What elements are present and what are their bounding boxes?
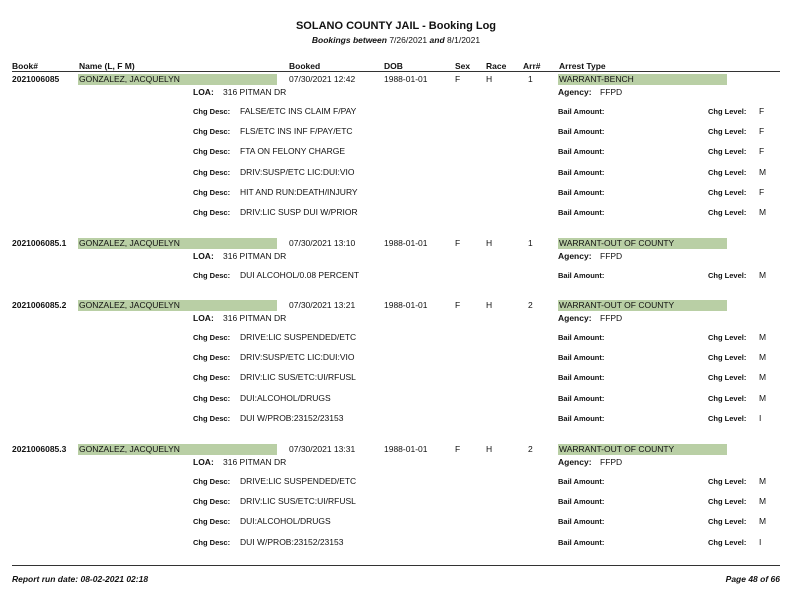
chg-desc-label: Chg Desc: [193,271,231,280]
chg-desc-label: Chg Desc: [193,538,231,547]
footer-rule [12,565,780,566]
chg-level-label: Chg Level: [708,271,747,280]
sex-value: F [455,444,461,454]
inmate-name: GONZALEZ, JACQUELYN [78,238,277,249]
charge-description: FLS/ETC INS INF F/PAY/ETC [240,126,353,136]
agency-label: Agency: [558,87,592,97]
agency-value: FFPD [600,313,623,323]
header-rule [12,71,780,72]
chg-desc-label: Chg Desc: [193,353,231,362]
charge-description: DUI W/PROB:23152/23153 [240,413,344,423]
bail-amount-label: Bail Amount: [558,107,605,116]
chg-desc-label: Chg Desc: [193,497,231,506]
inmate-name: GONZALEZ, JACQUELYN [78,74,277,85]
charge-description: DRIV:SUSP/ETC LIC:DUI:VIO [240,167,355,177]
chg-level-label: Chg Level: [708,333,747,342]
agency-value: FFPD [600,457,623,467]
charge-description: DUI W/PROB:23152/23153 [240,537,344,547]
charge-level: M [759,207,767,217]
book-number: 2021006085 [12,74,60,84]
chg-desc-label: Chg Desc: [193,147,231,156]
loa-address: 316 PITMAN DR [223,251,287,261]
charge-level: I [759,413,762,423]
date-of-birth: 1988-01-01 [384,238,428,248]
charge-level: M [759,167,767,177]
arrest-type: WARRANT-OUT OF COUNTY [558,300,727,311]
charge-level: M [759,332,767,342]
charge-level: M [759,372,767,382]
race-value: H [486,444,493,454]
charge-level: M [759,352,767,362]
arrest-number: 2 [528,444,533,454]
charge-level: M [759,393,767,403]
date-of-birth: 1988-01-01 [384,300,428,310]
arrest-number: 2 [528,300,533,310]
column-header-dob: DOB [384,61,403,71]
loa-address: 316 PITMAN DR [223,457,287,467]
date-of-birth: 1988-01-01 [384,444,428,454]
arrest-type: WARRANT-OUT OF COUNTY [558,238,727,249]
book-number: 2021006085.3 [12,444,67,454]
agency-label: Agency: [558,313,592,323]
column-header-arrest-type: Arrest Type [559,61,606,71]
bail-amount-label: Bail Amount: [558,188,605,197]
chg-level-label: Chg Level: [708,414,747,423]
arrest-type: WARRANT-OUT OF COUNTY [558,444,727,455]
inmate-name: GONZALEZ, JACQUELYN [78,444,277,455]
charge-description: DRIV:SUSP/ETC LIC:DUI:VIO [240,352,355,362]
loa-address: 316 PITMAN DR [223,313,287,323]
arrest-type: WARRANT-BENCH [558,74,727,85]
chg-level-label: Chg Level: [708,538,747,547]
start-date: 7/26/2021 [389,35,428,45]
chg-level-label: Chg Level: [708,353,747,362]
chg-desc-label: Chg Desc: [193,208,231,217]
race-value: H [486,74,493,84]
bail-amount-label: Bail Amount: [558,414,605,423]
sex-value: F [455,74,461,84]
charge-level: M [759,496,767,506]
bail-amount-label: Bail Amount: [558,208,605,217]
report-subtitle [0,35,792,45]
loa-label: LOA: [193,251,214,261]
charge-level: I [759,537,762,547]
arrest-number: 1 [528,74,533,84]
chg-level-label: Chg Level: [708,477,747,486]
chg-desc-label: Chg Desc: [193,477,231,486]
charge-level: M [759,476,767,486]
sex-value: F [455,300,461,310]
and-word: and [429,35,445,45]
agency-label: Agency: [558,251,592,261]
bail-amount-label: Bail Amount: [558,477,605,486]
chg-level-label: Chg Level: [708,168,747,177]
inmate-name: GONZALEZ, JACQUELYN [78,300,277,311]
column-header-arr: Arr# [523,61,541,71]
charge-level: M [759,270,767,280]
chg-level-label: Chg Level: [708,188,747,197]
sex-value: F [455,238,461,248]
booked-datetime: 07/30/2021 13:21 [289,300,356,310]
bail-amount-label: Bail Amount: [558,373,605,382]
chg-desc-label: Chg Desc: [193,517,231,526]
chg-desc-label: Chg Desc: [193,188,231,197]
book-number: 2021006085.2 [12,300,67,310]
charge-description: DUI ALCOHOL/0.08 PERCENT [240,270,360,280]
loa-label: LOA: [193,313,214,323]
charge-description: FALSE/ETC INS CLAIM F/PAY [240,106,357,116]
charge-level: F [759,187,765,197]
chg-level-label: Chg Level: [708,497,747,506]
column-header-race: Race [486,61,507,71]
charge-level: F [759,106,765,116]
charge-description: DRIV:LIC SUS/ETC:UI/RFUSL [240,496,356,506]
chg-desc-label: Chg Desc: [193,414,231,423]
date-of-birth: 1988-01-01 [384,74,428,84]
chg-desc-label: Chg Desc: [193,168,231,177]
chg-level-label: Chg Level: [708,373,747,382]
arrest-number: 1 [528,238,533,248]
chg-desc-label: Chg Desc: [193,333,231,342]
charge-description: DUI:ALCOHOL/DRUGS [240,516,331,526]
bail-amount-label: Bail Amount: [558,271,605,280]
agency-value: FFPD [600,87,623,97]
chg-desc-label: Chg Desc: [193,127,231,136]
column-header-booked: Booked [289,61,321,71]
report-run-date: Report run date: 08-02-2021 02:18 [12,574,149,584]
chg-level-label: Chg Level: [708,208,747,217]
bail-amount-label: Bail Amount: [558,168,605,177]
agency-value: FFPD [600,251,623,261]
column-header-name: Name (L, F M) [79,61,135,71]
bail-amount-label: Bail Amount: [558,538,605,547]
charge-description: DRIVE:LIC SUSPENDED/ETC [240,332,357,342]
loa-label: LOA: [193,457,214,467]
charge-description: FTA ON FELONY CHARGE [240,146,346,156]
column-header-book: Book# [12,61,38,71]
booked-datetime: 07/30/2021 13:31 [289,444,356,454]
charge-level: M [759,516,767,526]
chg-desc-label: Chg Desc: [193,107,231,116]
loa-address: 316 PITMAN DR [223,87,287,97]
chg-level-label: Chg Level: [708,517,747,526]
page-number: Page 48 of 66 [725,574,780,584]
booked-datetime: 07/30/2021 13:10 [289,238,356,248]
charge-description: DRIV:LIC SUS/ETC:UI/RFUSL [240,372,356,382]
bail-amount-label: Bail Amount: [558,353,605,362]
chg-desc-label: Chg Desc: [193,373,231,382]
booked-datetime: 07/30/2021 12:42 [289,74,356,84]
charge-description: DUI:ALCOHOL/DRUGS [240,393,331,403]
bail-amount-label: Bail Amount: [558,517,605,526]
subtitle-prefix: Bookings between [311,35,387,45]
bail-amount-label: Bail Amount: [558,394,605,403]
charge-level: F [759,146,765,156]
charge-description: DRIV:LIC SUSP DUI W/PRIOR [240,207,358,217]
charge-description: DRIVE:LIC SUSPENDED/ETC [240,476,357,486]
bail-amount-label: Bail Amount: [558,147,605,156]
loa-label: LOA: [193,87,214,97]
column-header-sex: Sex [455,61,471,71]
bail-amount-label: Bail Amount: [558,333,605,342]
agency-label: Agency: [558,457,592,467]
race-value: H [486,238,493,248]
race-value: H [486,300,493,310]
charge-description: HIT AND RUN:DEATH/INJURY [240,187,358,197]
chg-level-label: Chg Level: [708,127,747,136]
chg-desc-label: Chg Desc: [193,394,231,403]
chg-level-label: Chg Level: [708,147,747,156]
chg-level-label: Chg Level: [708,394,747,403]
bail-amount-label: Bail Amount: [558,127,605,136]
bail-amount-label: Bail Amount: [558,497,605,506]
chg-level-label: Chg Level: [708,107,747,116]
book-number: 2021006085.1 [12,238,67,248]
report-title: SOLANO COUNTY JAIL - Booking Log [295,20,497,32]
end-date: 8/1/2021 [447,35,481,45]
charge-level: F [759,126,765,136]
